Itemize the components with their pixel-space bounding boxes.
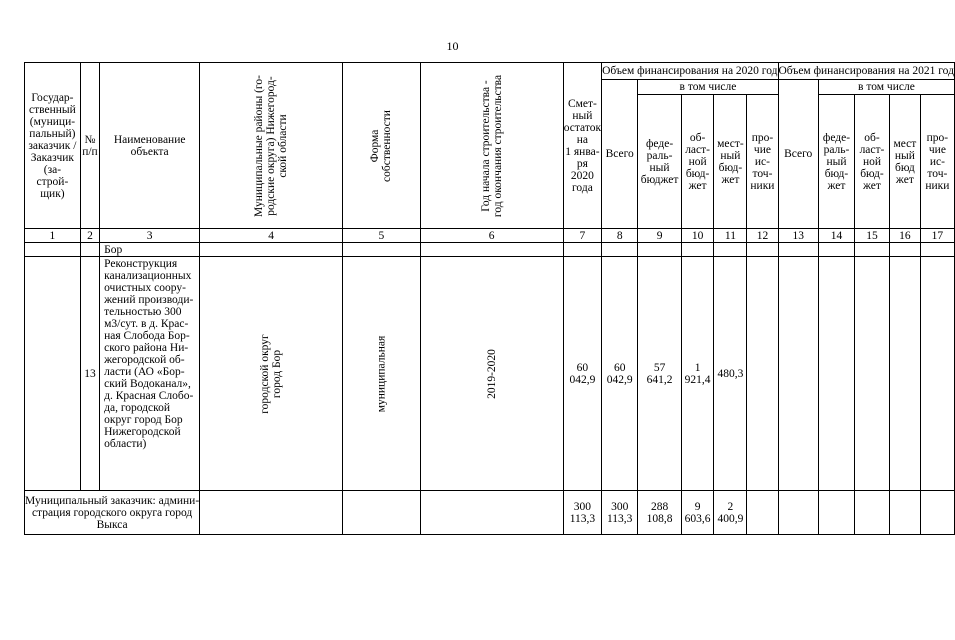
header-federal-2020: феде- раль- ный бюджет bbox=[638, 95, 681, 229]
header-total-2021: Всего bbox=[778, 80, 818, 229]
col-number: 2 bbox=[80, 229, 99, 243]
col-number: 17 bbox=[920, 229, 954, 243]
col-number: 6 bbox=[420, 229, 563, 243]
table-row bbox=[25, 257, 955, 491]
row-federal-2020: 57 641,2 bbox=[638, 257, 681, 491]
row-ownership-text: муниципальная bbox=[375, 335, 388, 412]
summary-regional-2020: 9 603,6 bbox=[681, 491, 714, 535]
summary-remainder: 300 113,3 bbox=[563, 491, 601, 535]
section-row bbox=[25, 243, 955, 257]
header-including-2020: в том числе bbox=[638, 80, 778, 95]
row-local-2020: 480,3 bbox=[714, 257, 747, 491]
summary-local-2020: 2 400,9 bbox=[714, 491, 747, 535]
financing-table bbox=[24, 62, 955, 535]
header-district bbox=[200, 63, 343, 229]
row-object-name: Реконструкция канализационных очистных соору- жений производи- тельностью 300 м3/сут. в д. Крас- ная Слобода Бор- ского района Ни- жегородской об- ласти (АО «Бор- ский Водоканал», д. Красная Слобо- да, городской округ город Бор Нижегородской области) bbox=[100, 257, 200, 491]
col-number: 7 bbox=[563, 229, 601, 243]
header-name: Наименование объекта bbox=[100, 63, 200, 229]
col-number: 9 bbox=[638, 229, 681, 243]
row-district bbox=[200, 257, 343, 491]
col-number: 13 bbox=[778, 229, 818, 243]
header-federal-2021: феде- раль- ный бюд- жет bbox=[818, 95, 854, 229]
header-regional-2020: об- ласт- ной бюд- жет bbox=[681, 95, 714, 229]
header-other-2020: про- чие ис- точ- ники bbox=[747, 95, 778, 229]
header-other-2021: про- чие ис- точ- ники bbox=[920, 95, 954, 229]
page-number: 10 bbox=[446, 39, 459, 53]
row-num: 13 bbox=[80, 257, 99, 491]
row-years bbox=[420, 257, 563, 491]
header-regional-2021: об- ласт- ной бюд- жет bbox=[855, 95, 890, 229]
col-number: 4 bbox=[200, 229, 343, 243]
row-ownership bbox=[343, 257, 421, 491]
summary-row bbox=[25, 491, 955, 535]
col-number: 10 bbox=[681, 229, 714, 243]
header-ownership-text: Форма собственности bbox=[369, 109, 394, 182]
summary-label: Муниципальный заказчик: админи- страция городского округа город Выкса bbox=[25, 491, 200, 535]
col-number: 12 bbox=[747, 229, 778, 243]
header-fin-2020: Объем финансирования на 2020 год bbox=[602, 63, 778, 80]
header-district-text: Муниципальные районы (го- родские округа) Нижегород- ской области bbox=[253, 74, 290, 217]
header-remainder: Смет- ный остаток на 1 янва- ря 2020 года bbox=[563, 63, 601, 229]
column-numbers-row bbox=[25, 229, 955, 243]
header-local-2020: мест- ный бюд- жет bbox=[714, 95, 747, 229]
col-number: 3 bbox=[100, 229, 200, 243]
header-years-text: Год начала строительства - год окончания строительства bbox=[479, 74, 504, 217]
header-total-2020: Всего bbox=[602, 80, 638, 229]
header-including-2021: в том числе bbox=[818, 80, 954, 95]
col-number: 15 bbox=[855, 229, 890, 243]
col-number: 14 bbox=[818, 229, 854, 243]
summary-total-2020: 300 113,3 bbox=[602, 491, 638, 535]
col-number: 8 bbox=[602, 229, 638, 243]
header-years bbox=[420, 63, 563, 229]
header-num: № п/п bbox=[80, 63, 99, 229]
row-total-2020: 60 042,9 bbox=[602, 257, 638, 491]
section-title: Бор bbox=[100, 243, 200, 257]
col-number: 11 bbox=[714, 229, 747, 243]
header-customer: Государ- ственный (муници- пальный) заказчик / Заказчик (за- строй- щик) bbox=[25, 63, 81, 229]
row-years-text: 2019-2020 bbox=[485, 348, 498, 399]
row-district-text: городской округ город Бор bbox=[259, 333, 284, 414]
row-regional-2020: 1 921,4 bbox=[681, 257, 714, 491]
col-number: 16 bbox=[889, 229, 920, 243]
header-fin-2021: Объем финансирования на 2021 год bbox=[778, 63, 954, 80]
header-local-2021: мест ный бюд жет bbox=[889, 95, 920, 229]
row-remainder: 60 042,9 bbox=[563, 257, 601, 491]
col-number: 5 bbox=[343, 229, 421, 243]
col-number: 1 bbox=[25, 229, 81, 243]
summary-federal-2020: 288 108,8 bbox=[638, 491, 681, 535]
header-ownership bbox=[343, 63, 421, 229]
